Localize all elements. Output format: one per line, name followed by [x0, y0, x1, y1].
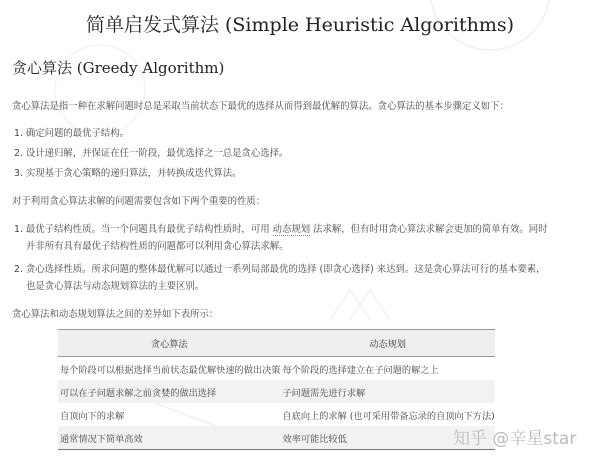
table-cell: 通常情况下简单高效	[58, 426, 281, 450]
property-item-continued: 也是贪心算法与动态规划算法的主要区别。	[26, 281, 205, 292]
table-cell: 自顶向下的求解	[60, 410, 125, 422]
table-intro: 贪心算法和动态规划算法之间的差异如下表所示：	[12, 309, 219, 320]
table-row	[58, 380, 495, 403]
table-cell: 可以在子问题求解之前贪婪的做出选择	[58, 380, 281, 403]
table-row	[58, 357, 495, 381]
page-title: 简单启发式算法 (Simple Heuristic Algorithms)	[85, 14, 515, 36]
table-cell: 每个阶段的选择建立在子问题的解之上	[282, 364, 439, 376]
properties-intro: 对于利用贪心算法求解的问题需要包含如下两个重要的性质：	[12, 196, 266, 207]
header-greedy: 贪心算法	[58, 330, 281, 357]
table-cell: 自底向上的求解 (也可采用带备忘录的自顶向下方法)	[282, 410, 495, 422]
table-row	[58, 403, 495, 426]
table-cell: 每个阶段可以根据选择当前状态最优解快速的做出决策	[60, 364, 281, 376]
table-cell: 子问题需先进行求解	[281, 380, 495, 403]
dynamic-programming-link[interactable]: 动态规划	[272, 224, 311, 235]
table-header-row	[58, 330, 495, 357]
step-item: 1. 确定问题的最优子结构。	[14, 128, 130, 139]
property-item-continued: 并非所有具有最优子结构性质的问题都可以利用贪心算法求解。	[26, 241, 289, 252]
section-heading: 贪心算法 (Greedy Algorithm)	[12, 59, 225, 77]
comparison-table	[58, 329, 495, 450]
table-row	[58, 426, 495, 450]
watermark: 知乎 @辛星star	[453, 429, 577, 449]
step-item: 3. 实现基于贪心策略的递归算法，并转换成迭代算法。	[14, 168, 242, 179]
property-item: 2. 贪心选择性质。所求问题的整体最优解可以通过一系列局部最优的选择 (即贪心选择) 来达到。这是贪心算法可行的基本要素，	[14, 264, 546, 275]
table-cell: 效率可能比较低	[281, 426, 495, 450]
property-item: 1. 最优子结构性质。当一个问题具有最优子结构性质时，可用 动态规划 法求解，但有时用贪心算法求解会更加的简单有效。同时	[14, 224, 548, 235]
intro-paragraph: 贪心算法是指一种在求解问题时总是采取当前状态下最优的选择从而得到最优解的算法。贪心算法的基本步骤定义如下：	[12, 101, 509, 112]
header-dp: 动态规划	[281, 330, 495, 357]
step-item: 2. 设计递归解，并保证在任一阶段，最优选择之一总是贪心选择。	[14, 148, 289, 159]
